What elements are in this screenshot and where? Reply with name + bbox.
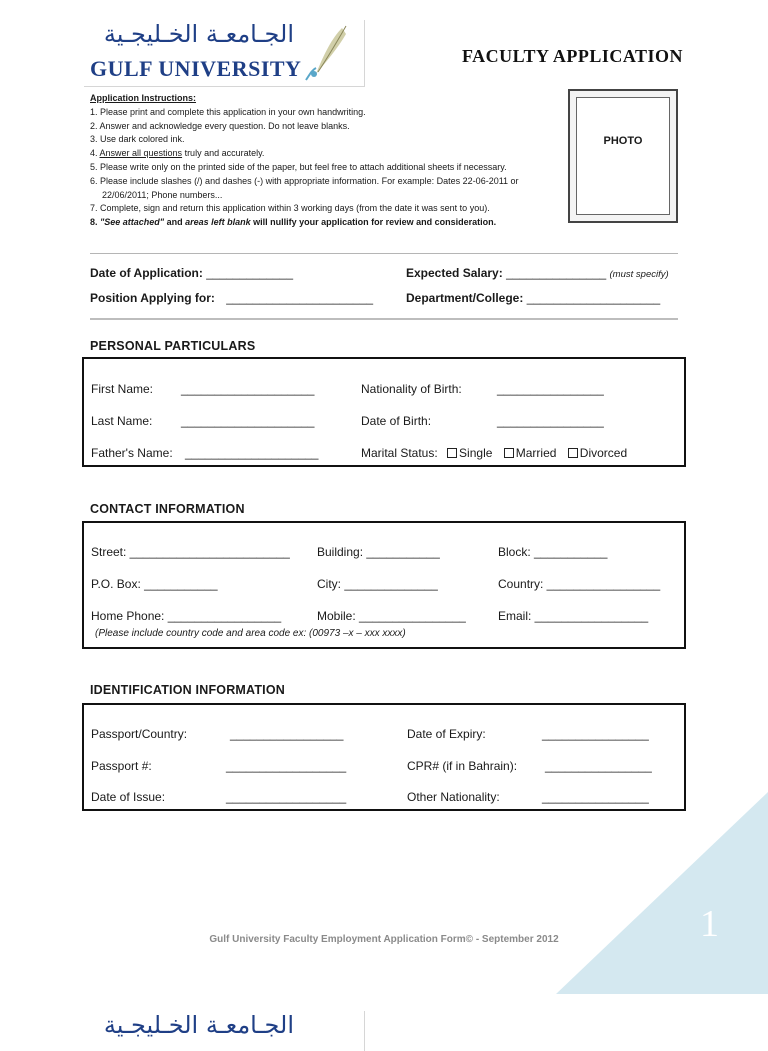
mobile-field[interactable]: Mobile: ________________: [317, 609, 466, 623]
divorced-checkbox[interactable]: [568, 448, 578, 458]
instruction-8: [90, 216, 560, 230]
expected-salary-field[interactable]: [406, 266, 669, 280]
contact-information-title: CONTACT INFORMATION: [90, 502, 245, 516]
cpr-label: CPR# (if in Bahrain):: [407, 759, 518, 773]
date-of-application-blank[interactable]: _____________: [206, 266, 293, 280]
page-corner-triangle: [556, 792, 768, 994]
instruction-4: [90, 147, 560, 161]
instruction-8-see-attached: "See attached": [100, 217, 165, 228]
instruction-4-rest: truly and accurately.: [182, 148, 265, 159]
married-checkbox[interactable]: [504, 448, 514, 458]
page-number: 1: [700, 903, 719, 945]
first-name-blank[interactable]: ____________________: [181, 382, 315, 396]
nationality-label: Nationality of Birth:: [361, 382, 462, 396]
divorced-option[interactable]: [568, 446, 627, 460]
instruction-2: 2. Answer and acknowledge every question. Do not leave blanks.: [90, 120, 350, 131]
date-of-expiry-label: Date of Expiry:: [407, 727, 486, 741]
passport-number-blank[interactable]: __________________: [226, 759, 347, 773]
date-of-birth-label: Date of Birth:: [361, 414, 432, 428]
date-of-application-label: Date of Application:: [90, 266, 203, 280]
married-option[interactable]: [504, 446, 557, 460]
single-checkbox[interactable]: [447, 448, 457, 458]
city-field[interactable]: City: ______________: [317, 577, 438, 591]
instruction-8-rest: will nullify your application for review and consideration.: [250, 217, 497, 228]
contact-information-box: [82, 521, 686, 649]
building-field[interactable]: Building: ___________: [317, 545, 440, 559]
personal-particulars-title: PERSONAL PARTICULARS: [90, 339, 256, 353]
position-applying-label: Position Applying for:: [90, 291, 215, 305]
logo-english-text: GULF UNIVERSITY: [90, 56, 302, 81]
passport-country-label: Passport/Country:: [91, 727, 188, 741]
department-college-label: Department/College:: [406, 291, 524, 305]
marital-status-group: [361, 446, 627, 460]
block-field[interactable]: Block: ___________: [498, 545, 608, 559]
instruction-6: 6. Please include slashes (/) and dashes (-) with appropriate information. For example: Dates 22-06-2011 or 22/06/2011; Phone numbers...: [90, 175, 519, 200]
po-box-field[interactable]: P.O. Box: ___________: [91, 577, 218, 591]
father-name-blank[interactable]: ____________________: [185, 446, 319, 460]
instructions-title: Application Instructions:: [90, 93, 197, 103]
first-name-label: First Name:: [91, 382, 154, 396]
phone-format-note: (Please include country code and area code ex: (00973 –x – xxx xxxx): [95, 628, 406, 639]
divorced-label: Divorced: [579, 446, 628, 460]
instruction-8-number: 8.: [90, 217, 101, 228]
quill-feather-icon: [302, 24, 362, 82]
date-of-birth-blank[interactable]: ________________: [497, 414, 604, 428]
expected-salary-label: Expected Salary:: [406, 266, 503, 280]
application-instructions: [90, 92, 560, 230]
last-name-blank[interactable]: ____________________: [181, 414, 315, 428]
photo-box: [568, 89, 678, 223]
married-label: Married: [515, 446, 557, 460]
instruction-3: 3. Use dark colored ink.: [90, 134, 185, 145]
instruction-4-underlined: Answer all questions: [99, 148, 183, 159]
logo-arabic-text: الجـامعـة الخـليجـية: [103, 20, 294, 48]
divider-bottom: [90, 318, 678, 320]
corner-triangle-shape: [556, 792, 768, 994]
divider-top: [90, 253, 678, 254]
department-college-blank[interactable]: ____________________: [526, 291, 661, 305]
passport-number-label: Passport #:: [91, 759, 152, 773]
single-option[interactable]: [447, 446, 492, 460]
instruction-4-prefix: 4.: [90, 148, 100, 159]
university-logo: [84, 20, 365, 87]
other-nationality-label: Other Nationality:: [407, 790, 500, 804]
personal-particulars-box: [82, 357, 686, 467]
single-label: Single: [459, 446, 493, 460]
next-page-logo-arabic: الجـامعـة الخـليجـية: [103, 1011, 294, 1039]
email-field[interactable]: Email: _________________: [498, 609, 649, 623]
date-of-issue-blank[interactable]: __________________: [226, 790, 347, 804]
next-page-logo-fragment: [84, 1011, 365, 1051]
other-nationality-blank[interactable]: ________________: [542, 790, 649, 804]
department-college-field[interactable]: [406, 291, 660, 305]
date-of-expiry-blank[interactable]: ________________: [542, 727, 649, 741]
nationality-blank[interactable]: ________________: [497, 382, 604, 396]
marital-status-label: Marital Status:: [361, 446, 438, 460]
instruction-7: 7. Complete, sign and return this application within 3 working days (from the date it was sent to you).: [90, 203, 490, 214]
position-applying-blank[interactable]: ______________________: [226, 291, 374, 305]
instruction-8-and: and: [164, 217, 186, 228]
father-name-label: Father's Name:: [91, 446, 173, 460]
footer-text: Gulf University Faculty Employment Application Form© - September 2012: [209, 934, 559, 945]
instruction-5: 5. Please write only on the printed side of the paper, but feel free to attach additional sheets if necessary.: [90, 161, 507, 172]
last-name-label: Last Name:: [91, 414, 153, 428]
identification-information-title: IDENTIFICATION INFORMATION: [90, 683, 285, 697]
instruction-8-areas-left-blank: areas left blank: [185, 217, 251, 228]
form-title: FACULTY APPLICATION: [462, 46, 684, 66]
position-applying-field[interactable]: [90, 291, 373, 305]
street-field[interactable]: Street: ________________________: [91, 545, 290, 559]
cpr-blank[interactable]: ________________: [545, 759, 652, 773]
country-field[interactable]: Country: _________________: [498, 577, 661, 591]
home-phone-field[interactable]: Home Phone: _________________: [91, 609, 282, 623]
instruction-1: 1. Please print and complete this application in your own handwriting.: [90, 106, 366, 117]
photo-label: PHOTO: [603, 135, 643, 147]
date-of-application-field[interactable]: [90, 266, 293, 280]
date-of-issue-label: Date of Issue:: [91, 790, 166, 804]
expected-salary-blank[interactable]: _______________: [506, 266, 607, 280]
passport-country-blank[interactable]: _________________: [230, 727, 344, 741]
must-specify-note: (must specify): [609, 269, 669, 280]
